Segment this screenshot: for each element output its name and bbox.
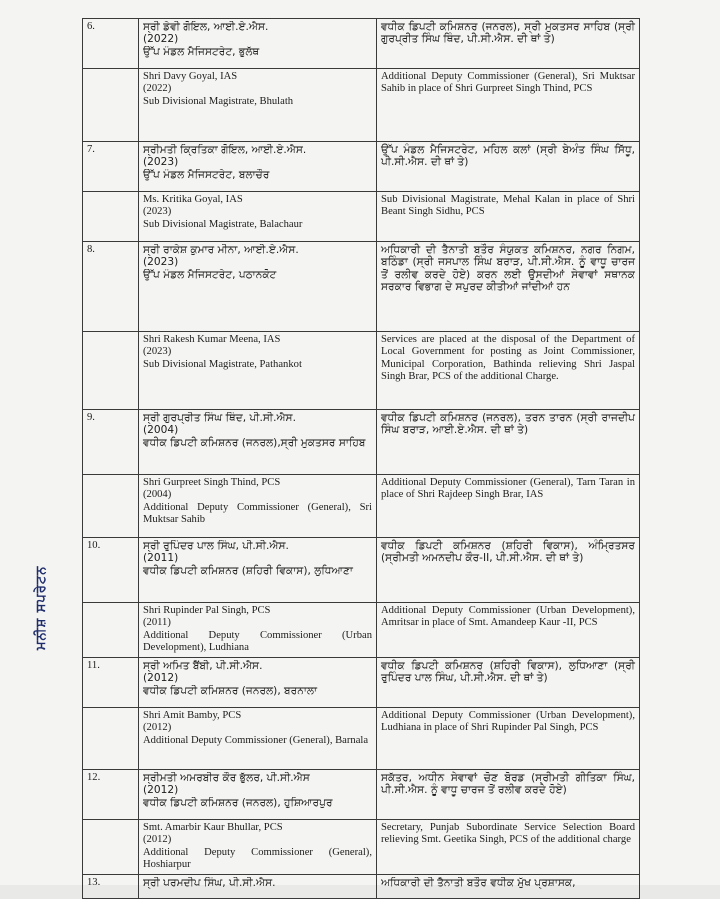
officer-cell-punjabi: ਸ੍ਰੀਮਤੀ ਕ੍ਰਿਤਿਕਾ ਗੋਇਲ, ਆਈ.ਏ.ਐਸ. (2023) ਉੱਪ ਮੰਡਲ ਮੈਜਿਸਟਰੇਟ, ਬਲਾਚੌਰ — [139, 142, 377, 192]
table-row-pa — [83, 875, 640, 899]
officer-cell-english: Shri Amit Bamby, PCS (2012) Additional Deputy Commissioner (General), Barnala — [139, 708, 377, 770]
serial-number: 10. — [83, 538, 139, 603]
posting-cell-english: Services are placed at the disposal of the Department of Local Government for posting as Joint Commissioner, Municipal Corporation, Bathinda relieving Shri Jaspal Singh Brar, PCS of the additional Charge. — [377, 332, 640, 410]
posting-cell-english: Additional Deputy Commissioner (Urban Development), Ludhiana in place of Shri Rupinder Pal Singh, PCS — [377, 708, 640, 770]
officer-cell-english: Shri Rupinder Pal Singh, PCS (2011) Additional Deputy Commissioner (Urban Development), Ludhiana — [139, 603, 377, 658]
officer-cell-punjabi: ਸ੍ਰੀ ਅਮਿਤ ਬੈਂਬੀ, ਪੀ.ਸੀ.ਐਸ. (2012) ਵਧੀਕ ਡਿਪਟੀ ਕਮਿਸ਼ਨਰ (ਜਨਰਲ), ਬਰਨਾਲਾ — [139, 658, 377, 708]
posting-cell-punjabi: ਅਧਿਕਾਰੀ ਦੀ ਤੈਨਾਤੀ ਬਤੌਰ ਸੰਯੁਕਤ ਕਮਿਸ਼ਨਰ, ਨਗਰ ਨਿਗਮ, ਬਠਿੰਡਾ (ਸ੍ਰੀ ਜਸਪਾਲ ਸਿੰਘ ਬਰਾੜ, ਪੀ.ਸੀ.ਐਸ. ਨੂੰ ਵਾਧੂ ਚਾਰਜ ਤੋਂ ਰਲੀਵ ਕਰਦੇ ਹੋਏ) ਕਰਨ ਲਈ ਉਸਦੀਆਂ ਸੇਵਾਵਾਂ ਸਥਾਨਕ ਸਰਕਾਰ ਵਿਭਾਗ ਦੇ ਸਪੁਰਦ ਕੀਤੀਆਂ ਜਾਂਦੀਆਂ ਹਨ — [377, 242, 640, 332]
posting-cell-english: Additional Deputy Commissioner (Urban Development), Amritsar in place of Smt. Amandeep Kaur -II, PCS — [377, 603, 640, 658]
serial-number: 7. — [83, 142, 139, 192]
table-row-en — [83, 820, 640, 875]
table-row-pa — [83, 658, 640, 708]
officer-cell-punjabi: ਸ੍ਰੀ ਰਾਕੇਸ਼ ਕੁਮਾਰ ਮੀਨਾ, ਆਈ.ਏ.ਐਸ. (2023) ਉੱਪ ਮੰਡਲ ਮੈਜਿਸਟਰੇਟ, ਪਠਾਨਕੋਟ — [139, 242, 377, 332]
table-row-en — [83, 708, 640, 770]
officer-cell-english: Smt. Amarbir Kaur Bhullar, PCS (2012) Additional Deputy Commissioner (General), Hoshiarpur — [139, 820, 377, 875]
serial-number: 6. — [83, 19, 139, 69]
table-row-pa — [83, 410, 640, 475]
posting-cell-punjabi: ਵਧੀਕ ਡਿਪਟੀ ਕਮਿਸ਼ਨਰ (ਜਨਰਲ), ਸ੍ਰੀ ਮੁਕਤਸਰ ਸਾਹਿਬ (ਸ੍ਰੀ ਗੁਰਪ੍ਰੀਤ ਸਿੰਘ ਥਿੰਦ, ਪੀ.ਸੀ.ਐਸ. ਦੀ ਥਾਂ ਤੇ) — [377, 19, 640, 69]
handwritten-signature: ਮਨੀਸ਼ ਸਪਰੇਟਨ — [34, 565, 49, 650]
table-row-en — [83, 69, 640, 142]
officer-cell-english: Shri Davy Goyal, IAS (2022) Sub Divisional Magistrate, Bhulath — [139, 69, 377, 142]
posting-cell-english: Additional Deputy Commissioner (General), Tarn Taran in place of Shri Rajdeep Singh Brar, IAS — [377, 475, 640, 538]
officer-cell-punjabi: ਸ੍ਰੀਮਤੀ ਅਮਰਬੀਰ ਕੌਰ ਭੁੱਲਰ, ਪੀ.ਸੀ.ਐਸ (2012) ਵਧੀਕ ਡਿਪਟੀ ਕਮਿਸ਼ਨਰ (ਜਨਰਲ), ਹੁਸ਼ਿਆਰਪੁਰ — [139, 770, 377, 820]
serial-number: 13. — [83, 875, 139, 899]
serial-number: 8. — [83, 242, 139, 332]
table-row-en — [83, 475, 640, 538]
table-row-en — [83, 192, 640, 242]
posting-cell-punjabi: ਵਧੀਕ ਡਿਪਟੀ ਕਮਿਸ਼ਨਰ (ਜਨਰਲ), ਤਰਨ ਤਾਰਨ (ਸ੍ਰੀ ਰਾਜਦੀਪ ਸਿੰਘ ਬਰਾੜ, ਆਈ.ਏ.ਐਸ. ਦੀ ਥਾਂ ਤੇ) — [377, 410, 640, 475]
posting-cell-english: Sub Divisional Magistrate, Mehal Kalan in place of Shri Beant Singh Sidhu, PCS — [377, 192, 640, 242]
posting-cell-punjabi: ਵਧੀਕ ਡਿਪਟੀ ਕਮਿਸ਼ਨਰ (ਸ਼ਹਿਰੀ ਵਿਕਾਸ), ਲੁਧਿਆਣਾ (ਸ੍ਰੀ ਰੁਪਿੰਦਰ ਪਾਲ ਸਿੰਘ, ਪੀ.ਸੀ.ਐਸ. ਦੀ ਥਾਂ ਤੇ) — [377, 658, 640, 708]
posting-cell-english: Additional Deputy Commissioner (General), Sri Muktsar Sahib in place of Shri Gurpreet Singh Thind, PCS — [377, 69, 640, 142]
table-row-pa — [83, 242, 640, 332]
officer-cell-english: Shri Gurpreet Singh Thind, PCS (2004) Additional Deputy Commissioner (General), Sri Muktsar Sahib — [139, 475, 377, 538]
table-row-en — [83, 332, 640, 410]
posting-cell-punjabi: ਸਕੱਤਰ, ਅਧੀਨ ਸੇਵਾਵਾਂ ਚੋਣ ਬੋਰਡ (ਸ੍ਰੀਮਤੀ ਗੀਤਿਕਾ ਸਿੰਘ, ਪੀ.ਸੀ.ਐਸ. ਨੂੰ ਵਾਧੂ ਚਾਰਜ ਤੋਂ ਰਲੀਵ ਕਰਦੇ ਹੋਏ) — [377, 770, 640, 820]
posting-cell-punjabi: ਅਧਿਕਾਰੀ ਦੀ ਤੈਨਾਤੀ ਬਤੌਰ ਵਧੀਕ ਮੁੱਖ ਪ੍ਰਸ਼ਾਸਕ, — [377, 875, 640, 899]
table-row-pa — [83, 142, 640, 192]
table-row-en — [83, 603, 640, 658]
serial-number: 11. — [83, 658, 139, 708]
officer-cell-english: Ms. Kritika Goyal, IAS (2023) Sub Divisional Magistrate, Balachaur — [139, 192, 377, 242]
table-row-pa — [83, 538, 640, 603]
officer-cell-english: Shri Rakesh Kumar Meena, IAS (2023) Sub Divisional Magistrate, Pathankot — [139, 332, 377, 410]
transfer-orders-table — [82, 18, 640, 899]
posting-cell-punjabi: ਉੱਪ ਮੰਡਲ ਮੈਜਿਸਟਰੇਟ, ਮਹਿਲ ਕਲਾਂ (ਸ੍ਰੀ ਬੇਅੰਤ ਸਿੰਘ ਸਿੱਧੂ, ਪੀ.ਸੀ.ਐਸ. ਦੀ ਥਾਂ ਤੇ) — [377, 142, 640, 192]
serial-number: 9. — [83, 410, 139, 475]
serial-number: 12. — [83, 770, 139, 820]
posting-cell-english: Secretary, Punjab Subordinate Service Selection Board relieving Smt. Geetika Singh, PCS of the additional charge — [377, 820, 640, 875]
posting-cell-punjabi: ਵਧੀਕ ਡਿਪਟੀ ਕਮਿਸ਼ਨਰ (ਸ਼ਹਿਰੀ ਵਿਕਾਸ), ਅੰਮ੍ਰਿਤਸਰ (ਸ੍ਰੀਮਤੀ ਅਮਨਦੀਪ ਕੌਰ-II, ਪੀ.ਸੀ.ਐਸ. ਦੀ ਥਾਂ ਤੇ) — [377, 538, 640, 603]
officer-cell-punjabi: ਸ੍ਰੀ ਪਰਮਦੀਪ ਸਿੰਘ, ਪੀ.ਸੀ.ਐਸ. — [139, 875, 377, 899]
officer-cell-punjabi: ਸ੍ਰੀ ਰੁਪਿੰਦਰ ਪਾਲ ਸਿੰਘ, ਪੀ.ਸੀ.ਐਸ. (2011) ਵਧੀਕ ਡਿਪਟੀ ਕਮਿਸ਼ਨਰ (ਸ਼ਹਿਰੀ ਵਿਕਾਸ), ਲੁਧਿਆਣਾ — [139, 538, 377, 603]
officer-cell-punjabi: ਸ੍ਰੀ ਗੁਰਪ੍ਰੀਤ ਸਿੰਘ ਥਿੰਦ, ਪੀ.ਸੀ.ਐਸ. (2004) ਵਧੀਕ ਡਿਪਟੀ ਕਮਿਸ਼ਨਰ (ਜਨਰਲ),ਸ੍ਰੀ ਮੁਕਤਸਰ ਸਾਹਿਬ — [139, 410, 377, 475]
officer-cell-punjabi: ਸ੍ਰੀ ਡੇਵੀ ਗੋਇਲ, ਆਈ.ਏ.ਐਸ. (2022) ਉੱਪ ਮੰਡਲ ਮੈਜਿਸਟਰੇਟ, ਭੁਲੱਥ — [139, 19, 377, 69]
table-row-pa — [83, 770, 640, 820]
table-row-pa — [83, 19, 640, 69]
